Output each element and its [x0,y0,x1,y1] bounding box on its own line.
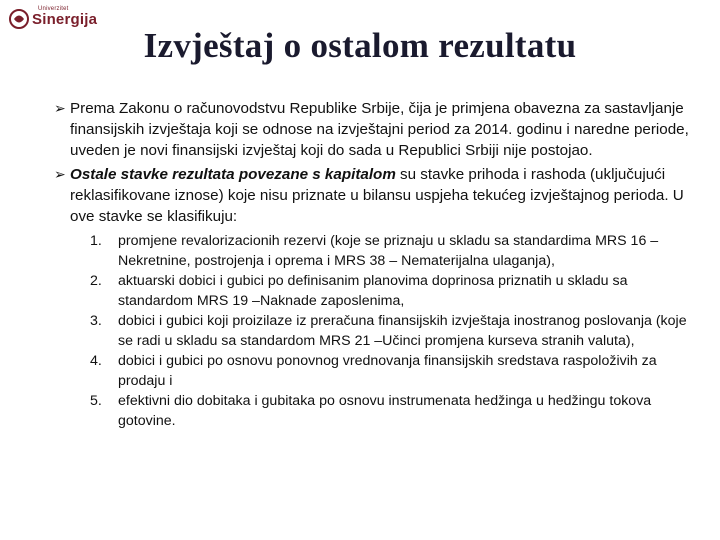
list-item-number: 3. [90,313,102,329]
list-item-number: 4. [90,353,102,369]
slide-content [56,98,692,431]
list-item [86,351,692,391]
page-title: Izvještaj o ostalom rezultatu [143,26,577,65]
numbered-list [56,231,692,431]
arrow-bullet-icon: ➢ [54,100,66,116]
list-item [86,271,692,311]
bullet-text: Prema Zakonu o računovodstvu Republike Srbije, čija je primjena obavezna za sastavljanje finansijskih izvještaja koji se odnose na izvještajni period za 2014. godinu i naredne periode, uveden je novi finansijski izvještaj koji do sada u Republici Srbiji nije postojao. [70,100,689,159]
logo-small-text: Univerzitet [38,6,69,12]
logo-main-text: Sinergija [32,11,98,28]
list-item-text: dobici i gubici koji proizilaze iz preračuna finansijskih izvještaja inostranog poslovanja (koje se radi u skladu sa standardom MRS 21 –Učinci promjena kurseva stranih valuta), [118,313,687,349]
list-item-text: dobici i gubici po osnovu ponovnog vrednovanja finansijskih sredstava raspoloživih za prodaju i [118,353,657,389]
bullet-text: su stavke prihoda i rashoda (uključujući reklasifikovane iznose) koje nisu priznate u bilansu uspjeha tekućeg izvještajnog perioda. U ove stavke se klasifikuju: [70,166,684,225]
list-item [86,311,692,351]
bullet-emphasis: Ostale stavke rezultata povezane s kapitalom [70,166,396,183]
arrow-bullet-icon: ➢ [54,166,66,182]
list-item-number: 1. [90,233,102,249]
list-item [86,231,692,271]
list-item-text: efektivni dio dobitaka i gubitaka po osnovu instrumenata hedžinga u hedžingu tokova gotovine. [118,393,652,429]
bullet-paragraph [56,98,692,161]
list-item-text: promjene revalorizacionih rezervi (koje se priznaju u skladu sa standardima MRS 16 – Nekretnine, postrojenja i oprema i MRS 38 – Nematerijalna ulaganja), [118,233,659,269]
list-item-number: 5. [90,393,102,409]
list-item-number: 2. [90,273,102,289]
list-item-text: aktuarski dobici i gubici po definisanim planovima doprinosa priznatih u skladu sa standardom MRS 19 –Naknade zaposlenima, [118,273,628,309]
list-item [86,391,692,431]
bullet-paragraph [56,164,692,227]
